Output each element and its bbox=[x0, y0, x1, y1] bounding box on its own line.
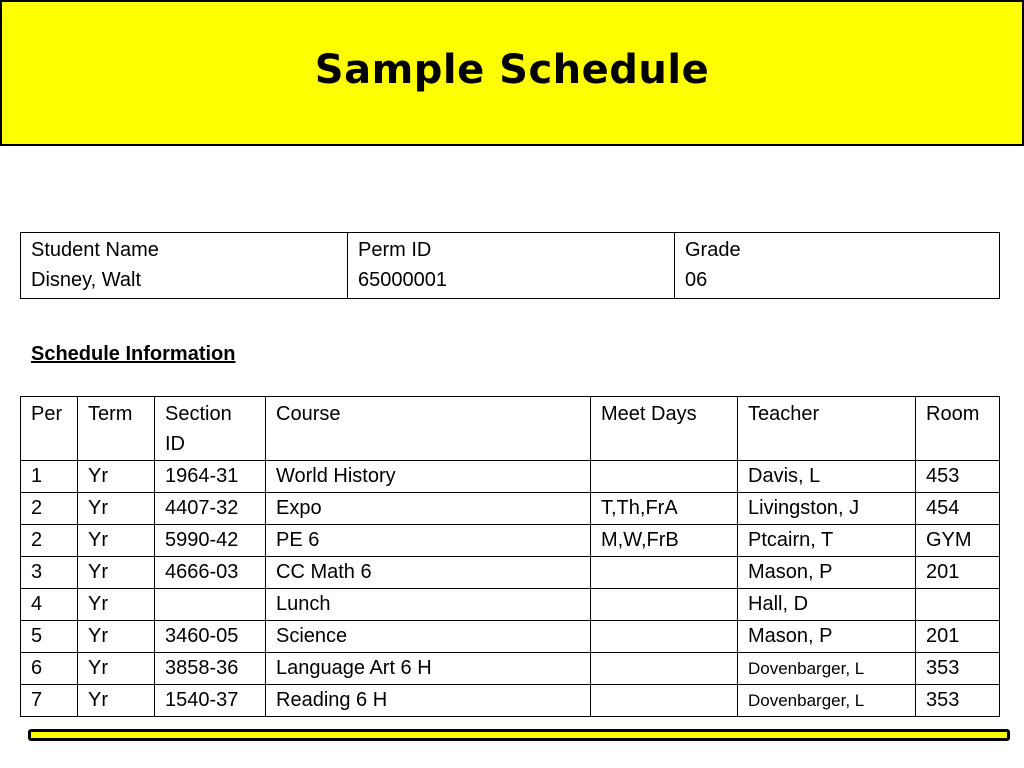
header-meet-days: Meet Days bbox=[591, 397, 738, 461]
header-room: Room bbox=[916, 397, 1000, 461]
cell-per: 3 bbox=[21, 557, 78, 589]
cell-room: 201 bbox=[916, 621, 1000, 653]
cell-term: Yr bbox=[78, 589, 155, 621]
cell-term: Yr bbox=[78, 461, 155, 493]
cell-room: GYM bbox=[916, 525, 1000, 557]
table-row bbox=[21, 557, 1000, 589]
cell-teacher: Dovenbarger, L bbox=[738, 653, 916, 685]
cell-course: Reading 6 H bbox=[266, 685, 591, 717]
perm-id-value: 65000001 bbox=[358, 269, 447, 291]
cell-per: 2 bbox=[21, 493, 78, 525]
cell-course: CC Math 6 bbox=[266, 557, 591, 589]
table-row bbox=[21, 621, 1000, 653]
table-row bbox=[21, 525, 1000, 557]
cell-teacher: Livingston, J bbox=[738, 493, 916, 525]
cell-section-id: 4407-32 bbox=[155, 493, 266, 525]
student-name-label: Student Name bbox=[31, 239, 159, 261]
cell-term: Yr bbox=[78, 685, 155, 717]
cell-teacher: Mason, P bbox=[738, 557, 916, 589]
student-name-cell bbox=[21, 233, 348, 299]
cell-teacher: Mason, P bbox=[738, 621, 916, 653]
title-banner bbox=[0, 0, 1024, 146]
cell-section-id: 3858-36 bbox=[155, 653, 266, 685]
cell-course: Language Art 6 H bbox=[266, 653, 591, 685]
cell-room: 454 bbox=[916, 493, 1000, 525]
cell-course: Lunch bbox=[266, 589, 591, 621]
cell-room bbox=[916, 589, 1000, 621]
bottom-divider-bar bbox=[28, 729, 1010, 741]
cell-meet-days: M,W,FrB bbox=[591, 525, 738, 557]
student-info-table bbox=[20, 232, 1000, 299]
cell-per: 1 bbox=[21, 461, 78, 493]
cell-per: 6 bbox=[21, 653, 78, 685]
header-course: Course bbox=[266, 397, 591, 461]
cell-meet-days bbox=[591, 461, 738, 493]
cell-room: 453 bbox=[916, 461, 1000, 493]
cell-section-id bbox=[155, 589, 266, 621]
cell-term: Yr bbox=[78, 653, 155, 685]
cell-section-id: 1964-31 bbox=[155, 461, 266, 493]
perm-id-label: Perm ID bbox=[358, 239, 432, 261]
cell-section-id: 3460-05 bbox=[155, 621, 266, 653]
cell-section-id: 5990-42 bbox=[155, 525, 266, 557]
cell-per: 5 bbox=[21, 621, 78, 653]
cell-meet-days bbox=[591, 653, 738, 685]
cell-room: 353 bbox=[916, 685, 1000, 717]
cell-per: 2 bbox=[21, 525, 78, 557]
cell-section-id: 1540-37 bbox=[155, 685, 266, 717]
cell-section-id: 4666-03 bbox=[155, 557, 266, 589]
cell-meet-days bbox=[591, 589, 738, 621]
cell-meet-days bbox=[591, 621, 738, 653]
header-section-id: Section ID bbox=[155, 397, 266, 461]
student-name-value: Disney, Walt bbox=[31, 269, 142, 291]
header-per: Per bbox=[21, 397, 78, 461]
section-heading: Schedule Information bbox=[31, 343, 236, 365]
grade-value: 06 bbox=[685, 269, 708, 291]
table-row bbox=[21, 589, 1000, 621]
cell-term: Yr bbox=[78, 621, 155, 653]
table-row bbox=[21, 461, 1000, 493]
cell-course: Expo bbox=[266, 493, 591, 525]
cell-teacher: Hall, D bbox=[738, 589, 916, 621]
table-row bbox=[21, 685, 1000, 717]
cell-term: Yr bbox=[78, 525, 155, 557]
cell-teacher: Dovenbarger, L bbox=[738, 685, 916, 717]
cell-per: 4 bbox=[21, 589, 78, 621]
cell-course: PE 6 bbox=[266, 525, 591, 557]
grade-label: Grade bbox=[685, 239, 741, 261]
cell-per: 7 bbox=[21, 685, 78, 717]
cell-meet-days bbox=[591, 685, 738, 717]
schedule-table bbox=[20, 396, 1000, 717]
table-row bbox=[21, 653, 1000, 685]
cell-teacher: Ptcairn, T bbox=[738, 525, 916, 557]
cell-course: Science bbox=[266, 621, 591, 653]
cell-room: 201 bbox=[916, 557, 1000, 589]
header-teacher: Teacher bbox=[738, 397, 916, 461]
cell-term: Yr bbox=[78, 557, 155, 589]
cell-course: World History bbox=[266, 461, 591, 493]
grade-cell bbox=[675, 233, 1000, 299]
table-row bbox=[21, 493, 1000, 525]
cell-term: Yr bbox=[78, 493, 155, 525]
cell-teacher: Davis, L bbox=[738, 461, 916, 493]
header-term: Term bbox=[78, 397, 155, 461]
cell-meet-days bbox=[591, 557, 738, 589]
cell-meet-days: T,Th,FrA bbox=[591, 493, 738, 525]
cell-room: 353 bbox=[916, 653, 1000, 685]
perm-id-cell bbox=[348, 233, 675, 299]
student-info-row bbox=[21, 233, 1000, 299]
schedule-header-row bbox=[21, 397, 1000, 461]
page-title: Sample Schedule bbox=[314, 47, 710, 93]
